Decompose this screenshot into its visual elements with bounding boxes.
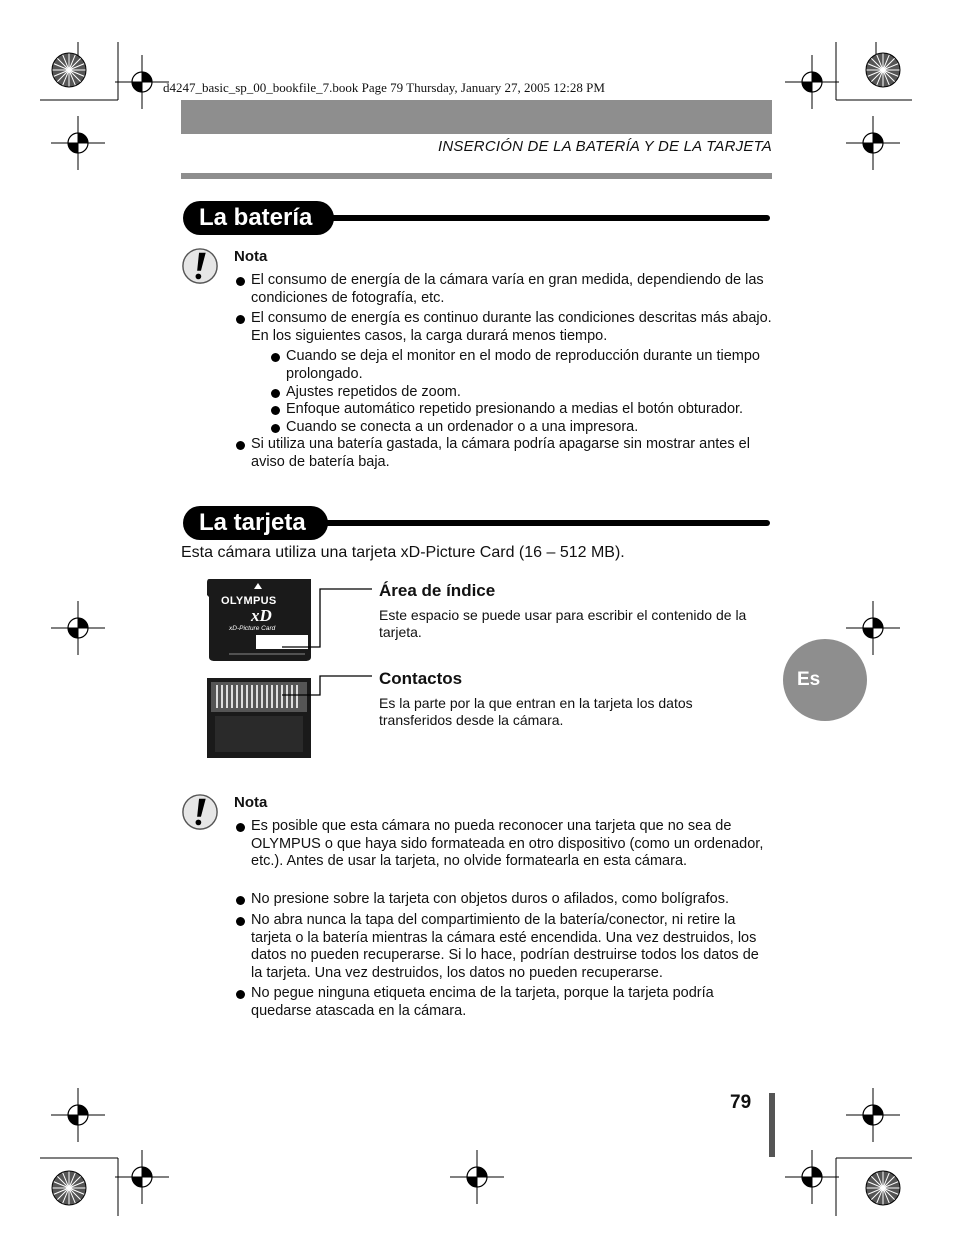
warning-note-icon bbox=[181, 247, 219, 285]
list-item bbox=[236, 310, 772, 345]
battery-note-title: Nota bbox=[234, 248, 268, 265]
language-tab bbox=[783, 639, 867, 721]
header-divider bbox=[181, 173, 772, 179]
card-intro: Esta cámara utiliza una tarjeta xD-Picture Card (16 – 512 MB). bbox=[181, 544, 625, 561]
list-item bbox=[236, 985, 772, 1020]
page-number-bar bbox=[769, 1093, 775, 1157]
section-title: INSERCIÓN DE LA BATERÍA Y DE LA TARJETA bbox=[438, 138, 772, 155]
list-item-text: No abra nunca la tapa del compartimiento de la batería/conector, ni retire la tarjeta o la batería mientras la cámara esté encendida. Una vez destruidos, los datos no pueden recuperarse. Si lo hace, podrían destruirse todos los datos de la tarjeta. Una vez destruidos, los datos no pueden recuperarse. bbox=[251, 912, 759, 981]
list-item bbox=[236, 891, 772, 909]
card-heading: La tarjeta bbox=[183, 506, 328, 540]
sub-list-item-text: Ajustes repetidos de zoom. bbox=[286, 384, 461, 400]
contacts-title: Contactos bbox=[379, 669, 463, 688]
sub-list-item-text: Cuando se deja el monitor en el modo de reproducción durante un tiempo prolongado. bbox=[286, 348, 760, 382]
list-item bbox=[236, 912, 772, 982]
index-area-title: Área de índice bbox=[379, 581, 496, 600]
callout-lines bbox=[280, 585, 380, 705]
sub-list-item-text: Enfoque automático repetido presionando a medias el botón obturador. bbox=[286, 401, 744, 417]
card-type: xD-Picture Card bbox=[229, 625, 276, 632]
list-item bbox=[236, 436, 772, 471]
sub-list-item bbox=[271, 348, 772, 383]
sub-list-item bbox=[271, 384, 772, 402]
sub-list-item bbox=[271, 419, 772, 437]
battery-heading: La batería bbox=[183, 201, 334, 235]
warning-note-icon bbox=[181, 793, 219, 831]
list-item bbox=[236, 818, 772, 871]
list-item-text: El consumo de energía es continuo durante las condiciones descritas más abajo. En los siguientes casos, la carga durará menos tiempo. bbox=[251, 310, 772, 344]
list-item-text: No presione sobre la tarjeta con objetos duros o afilados, como bolígrafos. bbox=[251, 891, 729, 907]
list-item-text: No pegue ninguna etiqueta encima de la tarjeta, porque la tarjeta podría quedarse atascada en la cámara. bbox=[251, 985, 714, 1019]
list-item-text: Si utiliza una batería gastada, la cámara podría apagarse sin mostrar antes el aviso de batería baja. bbox=[251, 436, 750, 470]
card-brand: OLYMPUS bbox=[221, 595, 277, 607]
card-heading-rule bbox=[295, 520, 770, 526]
page-number: 79 bbox=[730, 1092, 752, 1113]
print-header-info: d4247_basic_sp_00_bookfile_7.book Page 79 Thursday, January 27, 2005 12:28 PM bbox=[163, 80, 605, 95]
contacts-text: Es la parte por la que entran en la tarjeta los datos transferidos desde la cámara. bbox=[379, 695, 693, 728]
header-band bbox=[181, 100, 772, 134]
list-item bbox=[236, 272, 772, 307]
language-tab-label: Es bbox=[797, 669, 821, 690]
card-note-title: Nota bbox=[234, 794, 268, 811]
index-area-text: Este espacio se puede usar para escribir el contenido de la tarjeta. bbox=[379, 607, 747, 640]
battery-heading-rule bbox=[300, 215, 770, 221]
list-item-text: El consumo de energía de la cámara varía en gran medida, dependiendo de las condiciones de fotografía, etc. bbox=[251, 272, 764, 306]
card-logo: xD bbox=[251, 606, 272, 625]
sub-list-item-text: Cuando se conecta a un ordenador o a una impresora. bbox=[286, 419, 639, 435]
list-item-text: Es posible que esta cámara no pueda reconocer una tarjeta que no sea de OLYMPUS o que haya sido formateada en otro dispositivo (como un ordenador, etc.). Antes de usar la tarjeta, no olvide formatearla en esta cámara. bbox=[251, 818, 764, 869]
sub-list-item bbox=[271, 401, 781, 419]
